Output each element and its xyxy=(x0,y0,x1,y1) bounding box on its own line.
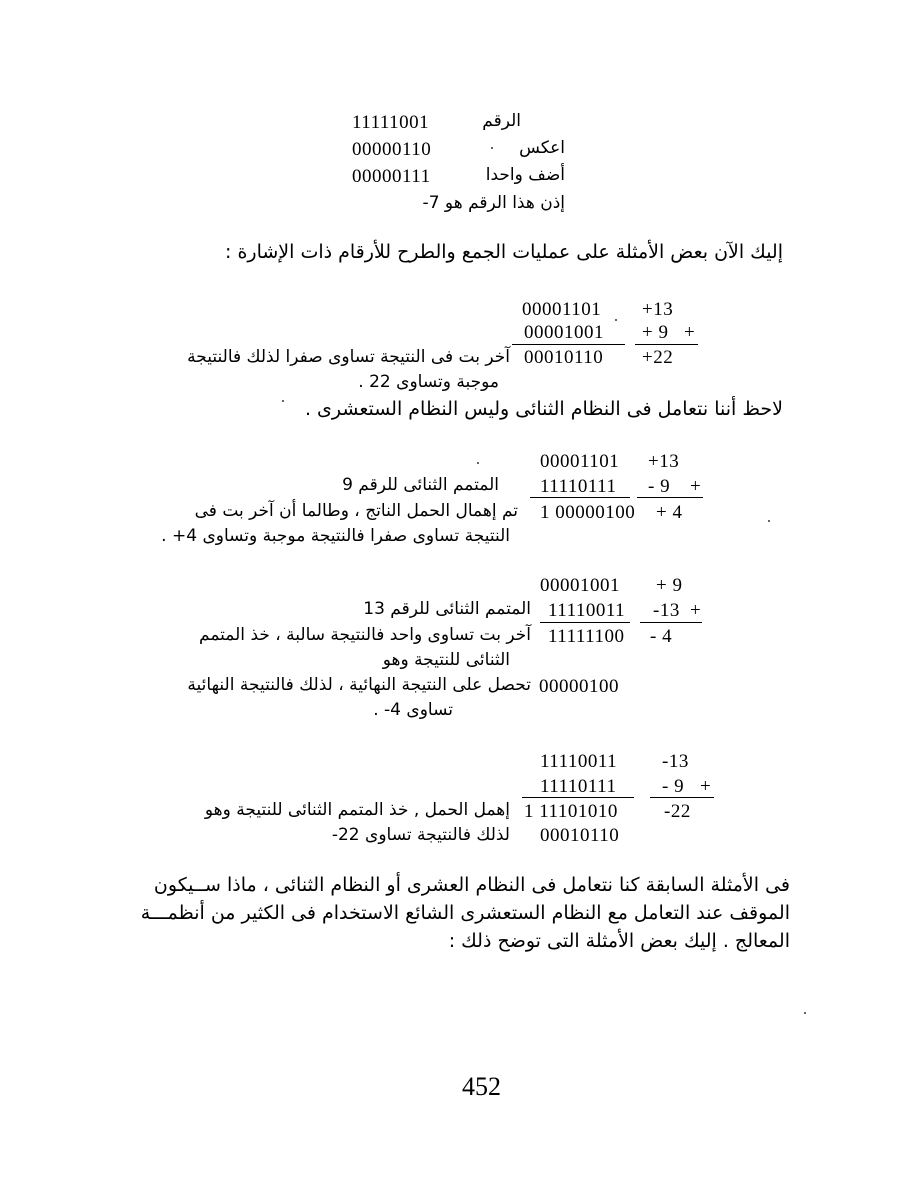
ex3-row1-binary: 00001001 xyxy=(540,575,620,596)
ex3-note-line2: الثنائى للنتيجة وهو xyxy=(382,650,510,670)
ex4-row2-binary: 11110111 xyxy=(540,776,617,797)
top-invert-label: اعكس xyxy=(519,138,565,158)
ex4-row3-binary: 1 11101010 xyxy=(524,801,618,822)
ex1-operator: + xyxy=(684,322,696,343)
top-number-label: الرقم xyxy=(482,111,521,131)
ex3-note-line4: تساوى 4- . xyxy=(373,700,453,720)
ex4-sum-line-decimal xyxy=(650,797,714,798)
ex2-sum-line xyxy=(530,497,630,498)
ex3-sum-line-decimal xyxy=(640,622,702,623)
ex2-row1-binary: 00001101 xyxy=(540,451,620,472)
scan-speck xyxy=(282,400,284,402)
ex1-row3-decimal: +22 xyxy=(642,347,674,368)
ex3-row1-decimal: + 9 xyxy=(656,575,683,596)
scan-speck xyxy=(615,319,617,321)
ex2-row3-decimal: + 4 xyxy=(656,502,683,523)
intro-text: إليك الآن بعض الأمثلة على عمليات الجمع والطرح للأرقام ذات الإشارة : xyxy=(225,241,783,263)
ex4-row2-decimal: - 9 xyxy=(662,776,685,797)
top-invert-value: 00000110 xyxy=(352,139,432,160)
ex1-row2-decimal: + 9 xyxy=(642,322,669,343)
scan-speck xyxy=(477,462,479,464)
ex3-note-line1: آخر بت تساوى واحد فالنتيجة سالبة ، خذ المتمم xyxy=(199,625,531,645)
ex2-note-line1: تم إهمال الحمل الناتج ، وطالما أن آخر بت فى xyxy=(194,501,518,521)
ex1-note-line1: آخر بت فى النتيجة تساوى صفرا لذلك فالنتيجة xyxy=(187,347,510,367)
top-add-one-value: 00000111 xyxy=(352,166,431,187)
ex3-row3-binary: 11111100 xyxy=(548,626,625,647)
ex1-sum-line-decimal xyxy=(635,344,698,345)
ex3-row3-decimal: - 4 xyxy=(650,626,673,647)
ex3-sum-line xyxy=(540,622,630,623)
ex4-row4-binary: 00010110 xyxy=(540,825,620,846)
scan-speck xyxy=(768,520,770,522)
ex1-remark: لاحظ أننا نتعامل فى النظام الثنائى وليس النظام الستعشرى . xyxy=(304,398,783,420)
top-number-value: 11111001 xyxy=(352,112,430,133)
closing-line3: المعالج . إليك بعض الأمثلة التى توضح ذلك : xyxy=(448,930,790,952)
ex1-row1-binary: 00001101 xyxy=(522,299,602,320)
ex4-note-line1: إهمل الحمل , خذ المتمم الثنائى للنتيجة وهو xyxy=(204,800,510,820)
scan-speck xyxy=(804,1012,806,1014)
ex4-row1-decimal: -13 xyxy=(662,751,689,772)
ex2-operator: + xyxy=(690,476,702,497)
top-conclusion: إذن هذا الرقم هو 7- xyxy=(422,193,565,213)
ex1-note-line2: موجبة وتساوى 22 . xyxy=(358,372,499,392)
closing-line1: فى الأمثلة السابقة كنا نتعامل فى النظام العشرى أو النظام الثنائى ، ماذا ســيكون xyxy=(153,874,790,896)
ex3-row4-binary: 00000100 xyxy=(539,676,619,697)
ex2-row2-decimal: - 9 xyxy=(648,476,671,497)
ex4-row3-decimal: -22 xyxy=(664,801,691,822)
ex1-row2-binary: 00001001 xyxy=(524,322,604,343)
ex1-sum-line xyxy=(512,344,625,345)
closing-line2: الموقف عند التعامل مع النظام الستعشرى الشائع الاستخدام فى الكثير من أنظمـــة xyxy=(140,902,790,924)
ex3-operator: + xyxy=(690,600,702,621)
ex3-row2-binary: 11110011 xyxy=(548,600,626,621)
ex4-note-line2: لذلك فالنتيجة تساوى 22- xyxy=(331,825,510,845)
ex1-row1-decimal: +13 xyxy=(642,299,674,320)
ex3-row2-decimal: -13 xyxy=(653,600,680,621)
scan-speck xyxy=(491,147,493,149)
ex2-row3-binary: 1 00000100 xyxy=(540,502,636,523)
ex2-sum-line-decimal xyxy=(637,497,703,498)
ex2-note-line2: النتيجة تساوى صفرا فالنتيجة موجبة وتساوى 4+ . xyxy=(161,526,510,546)
ex4-row1-binary: 11110011 xyxy=(540,751,618,772)
page-number: 452 xyxy=(462,1072,501,1101)
ex2-row2-label: المتمم الثنائى للرقم 9 xyxy=(342,475,499,495)
top-add-one-label: أضف واحدا xyxy=(485,165,565,185)
ex1-row3-binary: 00010110 xyxy=(524,347,604,368)
ex3-row2-label: المتمم الثنائى للرقم 13 xyxy=(363,599,531,619)
ex3-note-line3: تحصل على النتيجة النهائية ، لذلك فالنتيجة النهائية xyxy=(187,675,531,695)
ex4-operator: + xyxy=(700,776,712,797)
ex4-sum-line xyxy=(522,797,634,798)
ex2-row1-decimal: +13 xyxy=(648,451,680,472)
ex2-row2-binary: 11110111 xyxy=(540,476,617,497)
